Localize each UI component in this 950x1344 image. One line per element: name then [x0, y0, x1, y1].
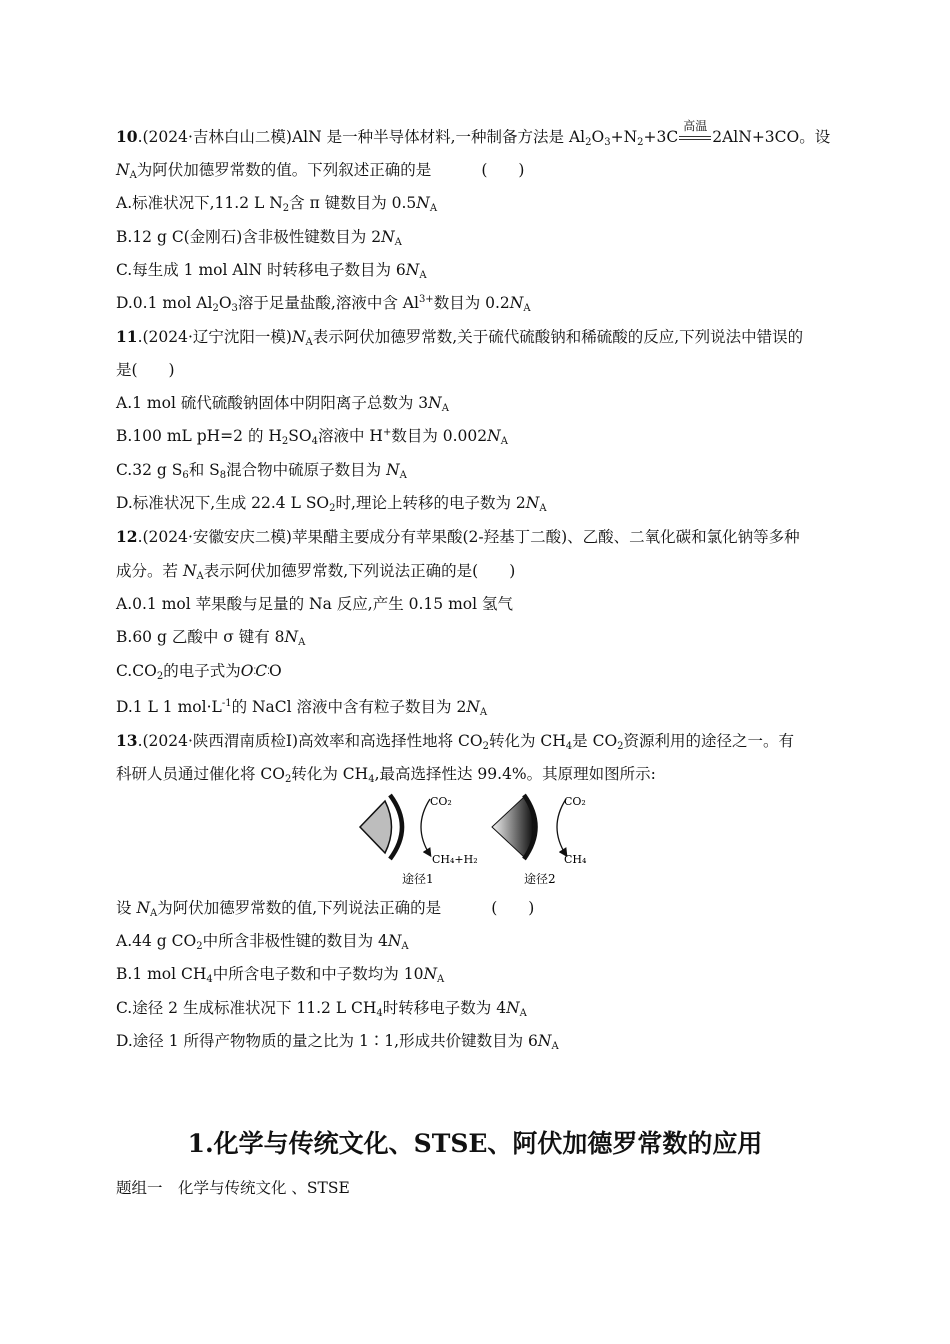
- q10-option-a: A.标准状况下,11.2 L $N_2$含 π 键数目为 $0.5N_A$: [116, 194, 438, 214]
- answer-blank: ( ): [491, 899, 535, 917]
- pathway-1-product: CH₄+H₂: [432, 853, 478, 866]
- q13-stem-line3: 设 $N_A$为阿伏加德罗常数的值,下列说法正确的是 ( ): [116, 899, 535, 919]
- q10-number: 10: [116, 127, 138, 146]
- q10-stem-line2: $N_A$为阿伏加德罗常数的值。下列叙述正确的是 ( ): [116, 161, 525, 181]
- reaction-condition: 高温: [678, 127, 712, 147]
- q11-option-d: D.标准状况下,生成 22.4 L $SO_2$时,理论上转移的电子数为 $2N_A$: [116, 494, 547, 514]
- q10-stem-line1: 10.(2024·吉林白山二模)AlN 是一种半导体材料,一种制备方法是 $Al_2O_3+N_2+3C$ 高温 2AlN+3CO。设: [116, 119, 831, 148]
- q12-number: 12: [116, 527, 138, 546]
- pathway-2-reactant: CO₂: [564, 795, 586, 808]
- q11-option-a: A.1 mol 硫代硫酸钠固体中阴阳离子总数为 $3N_A$: [116, 394, 449, 414]
- pathway-2-label: 途径2: [524, 872, 556, 886]
- q13-option-a: A.44 g $CO_2$中所含非极性键的数目为 $4N_A$: [116, 932, 409, 952]
- pathway-1: [360, 795, 478, 886]
- q11-stem-line1: 11.(2024·辽宁沈阳一模)$N_A$表示阿伏加德罗常数,关于硫代硫酸钠和稀硫酸的反应,下列说法中错误的: [116, 327, 804, 348]
- pathway-1-label: 途径1: [402, 872, 434, 886]
- q10-option-d: D.0.1 mol $Al_2O_3$溶于足量盐酸,溶液中含 $Al^{3+}$数目为 $0.2N_A$: [116, 294, 531, 314]
- q12-option-d: D.1 L 1 $mol\cdot L^{-1}$的 NaCl 溶液中含有粒子数目为 $2N_A$: [116, 698, 488, 718]
- q13-stem-line1: 13.(2024·陕西渭南质检Ⅰ)高效率和高选择性地将 $CO_2$转化为 $CH_4$是 $CO_2$资源利用的途径之一。有: [116, 731, 795, 752]
- q12-option-c: $C.CO_2$的电子式为O⁚C⁚O: [116, 662, 282, 682]
- q13-option-d: D.途径 1 所得产物物质的量之比为 1∶1,形成共价键数目为 $6N_A$: [116, 1032, 559, 1052]
- catalyst-1-shape: [360, 801, 392, 853]
- q12-option-a: A.0.1 mol 苹果酸与足量的 Na 反应,产生 0.15 mol 氢气: [116, 595, 513, 613]
- q10-option-b: B.12 g C(金刚石)含非极性键数目为 $2N_A$: [116, 228, 402, 248]
- pathway-2-product: CH₄: [564, 853, 587, 866]
- answer-blank: ( ): [481, 161, 525, 179]
- q11-option-c: C.32 g $S_6$和 $S_8$混合物中硫原子数目为 $N_A$: [116, 461, 407, 481]
- q10-option-c: C.每生成 1 mol AlN 时转移电子数目为 $6N_A$: [116, 261, 427, 281]
- q12-stem-line2: 成分。若 $N_A$表示阿伏加德罗常数,下列说法正确的是( ): [116, 562, 516, 582]
- question-group-title: 题组一 化学与传统文化 、STSE: [116, 1179, 350, 1197]
- reaction-pathway-figure: [352, 787, 602, 892]
- pathway-1-reactant: CO₂: [430, 795, 452, 808]
- q11-stem-line2: [116, 360, 175, 380]
- q12-option-b: B.60 g 乙酸中 σ 键有 $8N_A$: [116, 628, 306, 648]
- q12-stem-line1: 12.(2024·安徽安庆二模)苹果醋主要成分有苹果酸(2-羟基丁二酸)、乙酸、二氧化碳和氯化钠等多种: [116, 527, 800, 546]
- q13-option-b: B.1 mol $CH_4$中所含电子数和中子数均为 $10N_A$: [116, 965, 445, 985]
- q13-number: 13: [116, 731, 138, 750]
- pathway-2: [492, 795, 587, 886]
- q13-stem-line2: 科研人员通过催化将 $CO_2$转化为 $CH_4$,最高选择性达 99.4%。其原理如图所示:: [116, 765, 656, 785]
- q11-number: 11: [116, 327, 138, 346]
- section-title: 1.化学与传统文化、STSE、阿伏加德罗常数的应用: [187, 1129, 763, 1158]
- catalyst-2-shape: [492, 797, 533, 857]
- q13-option-c: C.途径 2 生成标准状况下 11.2 L $CH_4$时转移电子数为 $4N_A$: [116, 999, 527, 1019]
- answer-blank: 是( ): [116, 361, 175, 379]
- pathway-1-arrow: [421, 799, 430, 855]
- q11-option-b: B.100 mL pH=2 的 $H_2SO_4$溶液中 H+数目为 $0.002N_A$: [116, 427, 508, 447]
- electron-formula: O: [240, 662, 254, 680]
